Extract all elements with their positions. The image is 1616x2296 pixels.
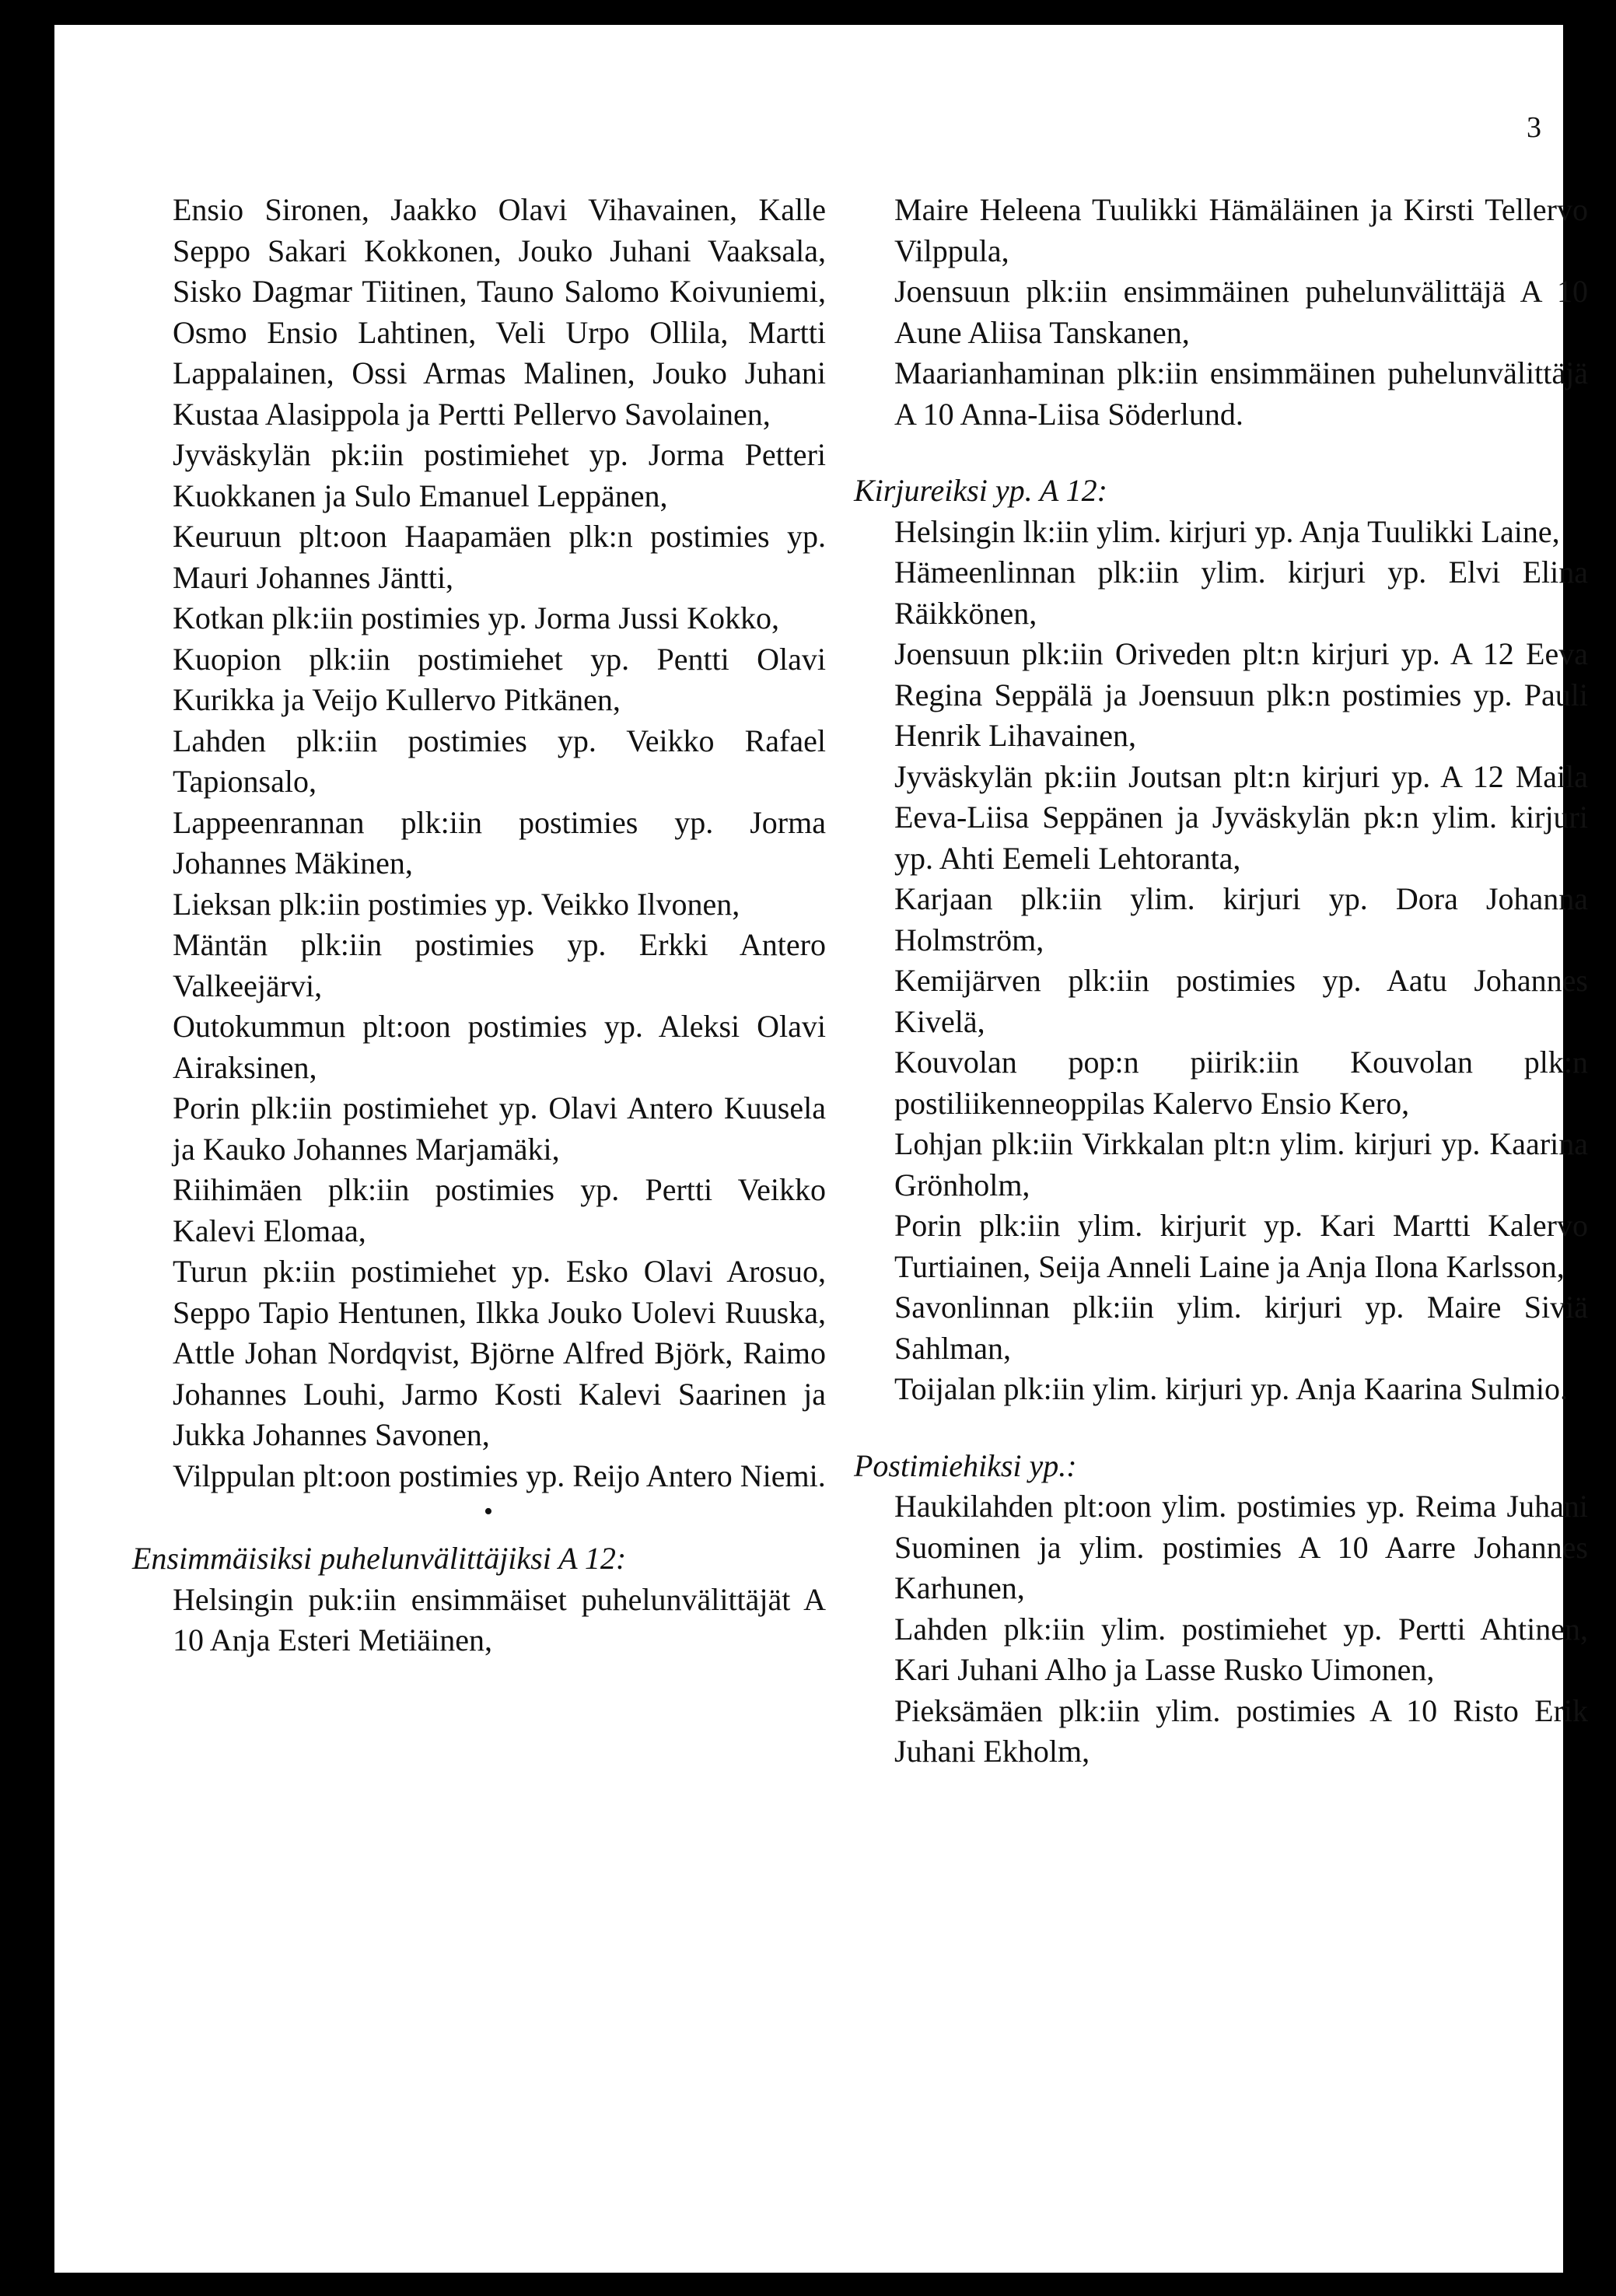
paragraph: Lappeenrannan plk:iin postimies yp. Jorma Johannes Mäkinen, <box>173 804 826 880</box>
left-paragraphs-a <box>173 190 826 1496</box>
paragraph: Savonlinnan plk:iin ylim. kirjuri yp. Maire Siviä Sahlman, <box>894 1290 1588 1366</box>
paragraph: Maarianhaminan plk:iin ensimmäinen puhelunvälittäjä A 10 Anna-Liisa Söderlund. <box>894 355 1588 432</box>
paragraph: Riihimäen plk:iin postimies yp. Pertti Veikko Kalevi Elomaa, <box>173 1172 826 1248</box>
paragraph: Kuopion plk:iin postimiehet yp. Pentti Olavi Kurikka ja Veijo Kullervo Pitkänen, <box>173 641 826 717</box>
paragraph: Pieksämäen plk:iin ylim. postimies A 10 Risto Erik Juhani Ekholm, <box>894 1692 1588 1769</box>
paragraph: Haukilahden plt:oon ylim. postimies yp. Reima Juhani Suominen ja ylim. postimies A 10 Aarre Johannes Karhunen, <box>894 1489 1588 1605</box>
left-paragraphs-b <box>173 1580 826 1661</box>
paragraph: Mäntän plk:iin postimies yp. Erkki Antero Valkeejärvi, <box>173 927 826 1003</box>
paragraph: Karjaan plk:iin ylim. kirjuri yp. Dora Johanna Holmström, <box>894 881 1588 957</box>
paragraph: Porin plk:iin ylim. kirjurit yp. Kari Martti Kalervo Turtiainen, Seija Anneli Laine ja Anja Ilona Karlsson, <box>894 1208 1588 1284</box>
paragraph: Joensuun plk:iin ensimmäinen puhelunvälittäjä A 10 Aune Aliisa Tanskanen, <box>894 274 1588 350</box>
paragraph: Ensio Sironen, Jaakko Olavi Vihavainen, Kalle Seppo Sakari Kokkonen, Jouko Juhani Vaaksala, Sisko Dagmar Tiitinen, Tauno Salomo Koivuniemi, Osmo Ensio Lahtinen, Veli Urpo Ollila, Martti Lappalainen, Ossi Armas Malinen, Jouko Juhani Kustaa Alasippola ja Pertti Pellervo Savolainen, <box>173 192 826 432</box>
document-page <box>54 25 1588 2273</box>
paragraph: Outokummun plt:oon postimies yp. Aleksi Olavi Airaksinen, <box>173 1009 826 1085</box>
paragraph: Lohjan plk:iin Virkkalan plt:n ylim. kirjuri yp. Kaarina Grönholm, <box>894 1126 1588 1202</box>
paragraph: Jyväskylän pk:iin Joutsan plt:n kirjuri yp. A 12 Maila Eeva-Liisa Seppänen ja Jyväskylän pk:n ylim. kirjuri yp. Ahti Eemeli Lehtoranta, <box>894 758 1588 876</box>
paragraph: Maire Heleena Tuulikki Hämäläinen ja Kirsti Tellervo Vilppula, <box>894 192 1588 268</box>
right-column <box>854 190 1588 1773</box>
paragraph: Kouvolan pop:n piirik:iin Kouvolan plk:n postiliikenneoppilas Kalervo Ensio Kero, <box>894 1045 1588 1121</box>
right-paragraphs-c <box>894 1486 1588 1773</box>
section-heading: Ensimmäisiksi puhelunvälittäjiksi A 12: <box>132 1541 627 1576</box>
paragraph: Kemijärven plk:iin postimies yp. Aatu Johannes Kivelä, <box>894 963 1588 1039</box>
section-heading: Kirjureiksi yp. A 12: <box>854 473 1107 508</box>
left-column <box>132 190 826 1661</box>
paragraph: Toijalan plk:iin ylim. kirjuri yp. Anja Kaarina Sulmio. <box>894 1371 1568 1406</box>
bullet-mark: • <box>484 1497 493 1526</box>
page-number: 3 <box>1527 111 1541 144</box>
paragraph: Jyväskylän pk:iin postimiehet yp. Jorma Petteri Kuokkanen ja Sulo Emanuel Leppänen, <box>173 437 826 513</box>
paragraph: Lahden plk:iin ylim. postimiehet yp. Pertti Ahtinen, Kari Juhani Alho ja Lasse Rusko Uimonen, <box>894 1611 1588 1687</box>
paragraph: Helsingin lk:iin ylim. kirjuri yp. Anja Tuulikki Laine, <box>894 513 1560 549</box>
paragraph: Hämeenlinnan plk:iin ylim. kirjuri yp. Elvi Elina Räikkönen, <box>894 555 1588 631</box>
right-paragraphs-a <box>894 190 1588 435</box>
paragraph: Helsingin puk:iin ensimmäiset puhelunvälittäjät A 10 Anja Esteri Metiäinen, <box>173 1581 826 1657</box>
paragraph: Keuruun plt:oon Haapamäen plk:n postimies yp. Mauri Johannes Jäntti, <box>173 519 826 595</box>
paragraph: Lahden plk:iin postimies yp. Veikko Rafael Tapionsalo, <box>173 723 826 799</box>
paragraph: Turun pk:iin postimiehet yp. Esko Olavi Arosuo, Seppo Tapio Hentunen, Ilkka Jouko Uolevi Ruuska, Attle Johan Nordqvist, Björne Alfred Björk, Raimo Johannes Louhi, Jarmo Kosti Kalevi Saarinen ja Jukka Johannes Savonen, <box>173 1254 826 1452</box>
paragraph: Porin plk:iin postimiehet yp. Olavi Antero Kuusela ja Kauko Johannes Marjamäki, <box>173 1090 826 1167</box>
paragraph: Joensuun plk:iin Oriveden plt:n kirjuri yp. A 12 Eeva Regina Seppälä ja Joensuun plk:n postimies yp. Pauli Henrik Lihavainen, <box>894 636 1588 753</box>
paragraph: Kotkan plk:iin postimies yp. Jorma Jussi Kokko, <box>173 600 779 635</box>
section-heading: Postimiehiksi yp.: <box>854 1447 1077 1483</box>
paragraph: Lieksan plk:iin postimies yp. Veikko Ilvonen, <box>173 886 740 922</box>
right-paragraphs-b <box>894 512 1588 1410</box>
paragraph: Vilppulan plt:oon postimies yp. Reijo Antero Niemi. <box>173 1458 826 1493</box>
